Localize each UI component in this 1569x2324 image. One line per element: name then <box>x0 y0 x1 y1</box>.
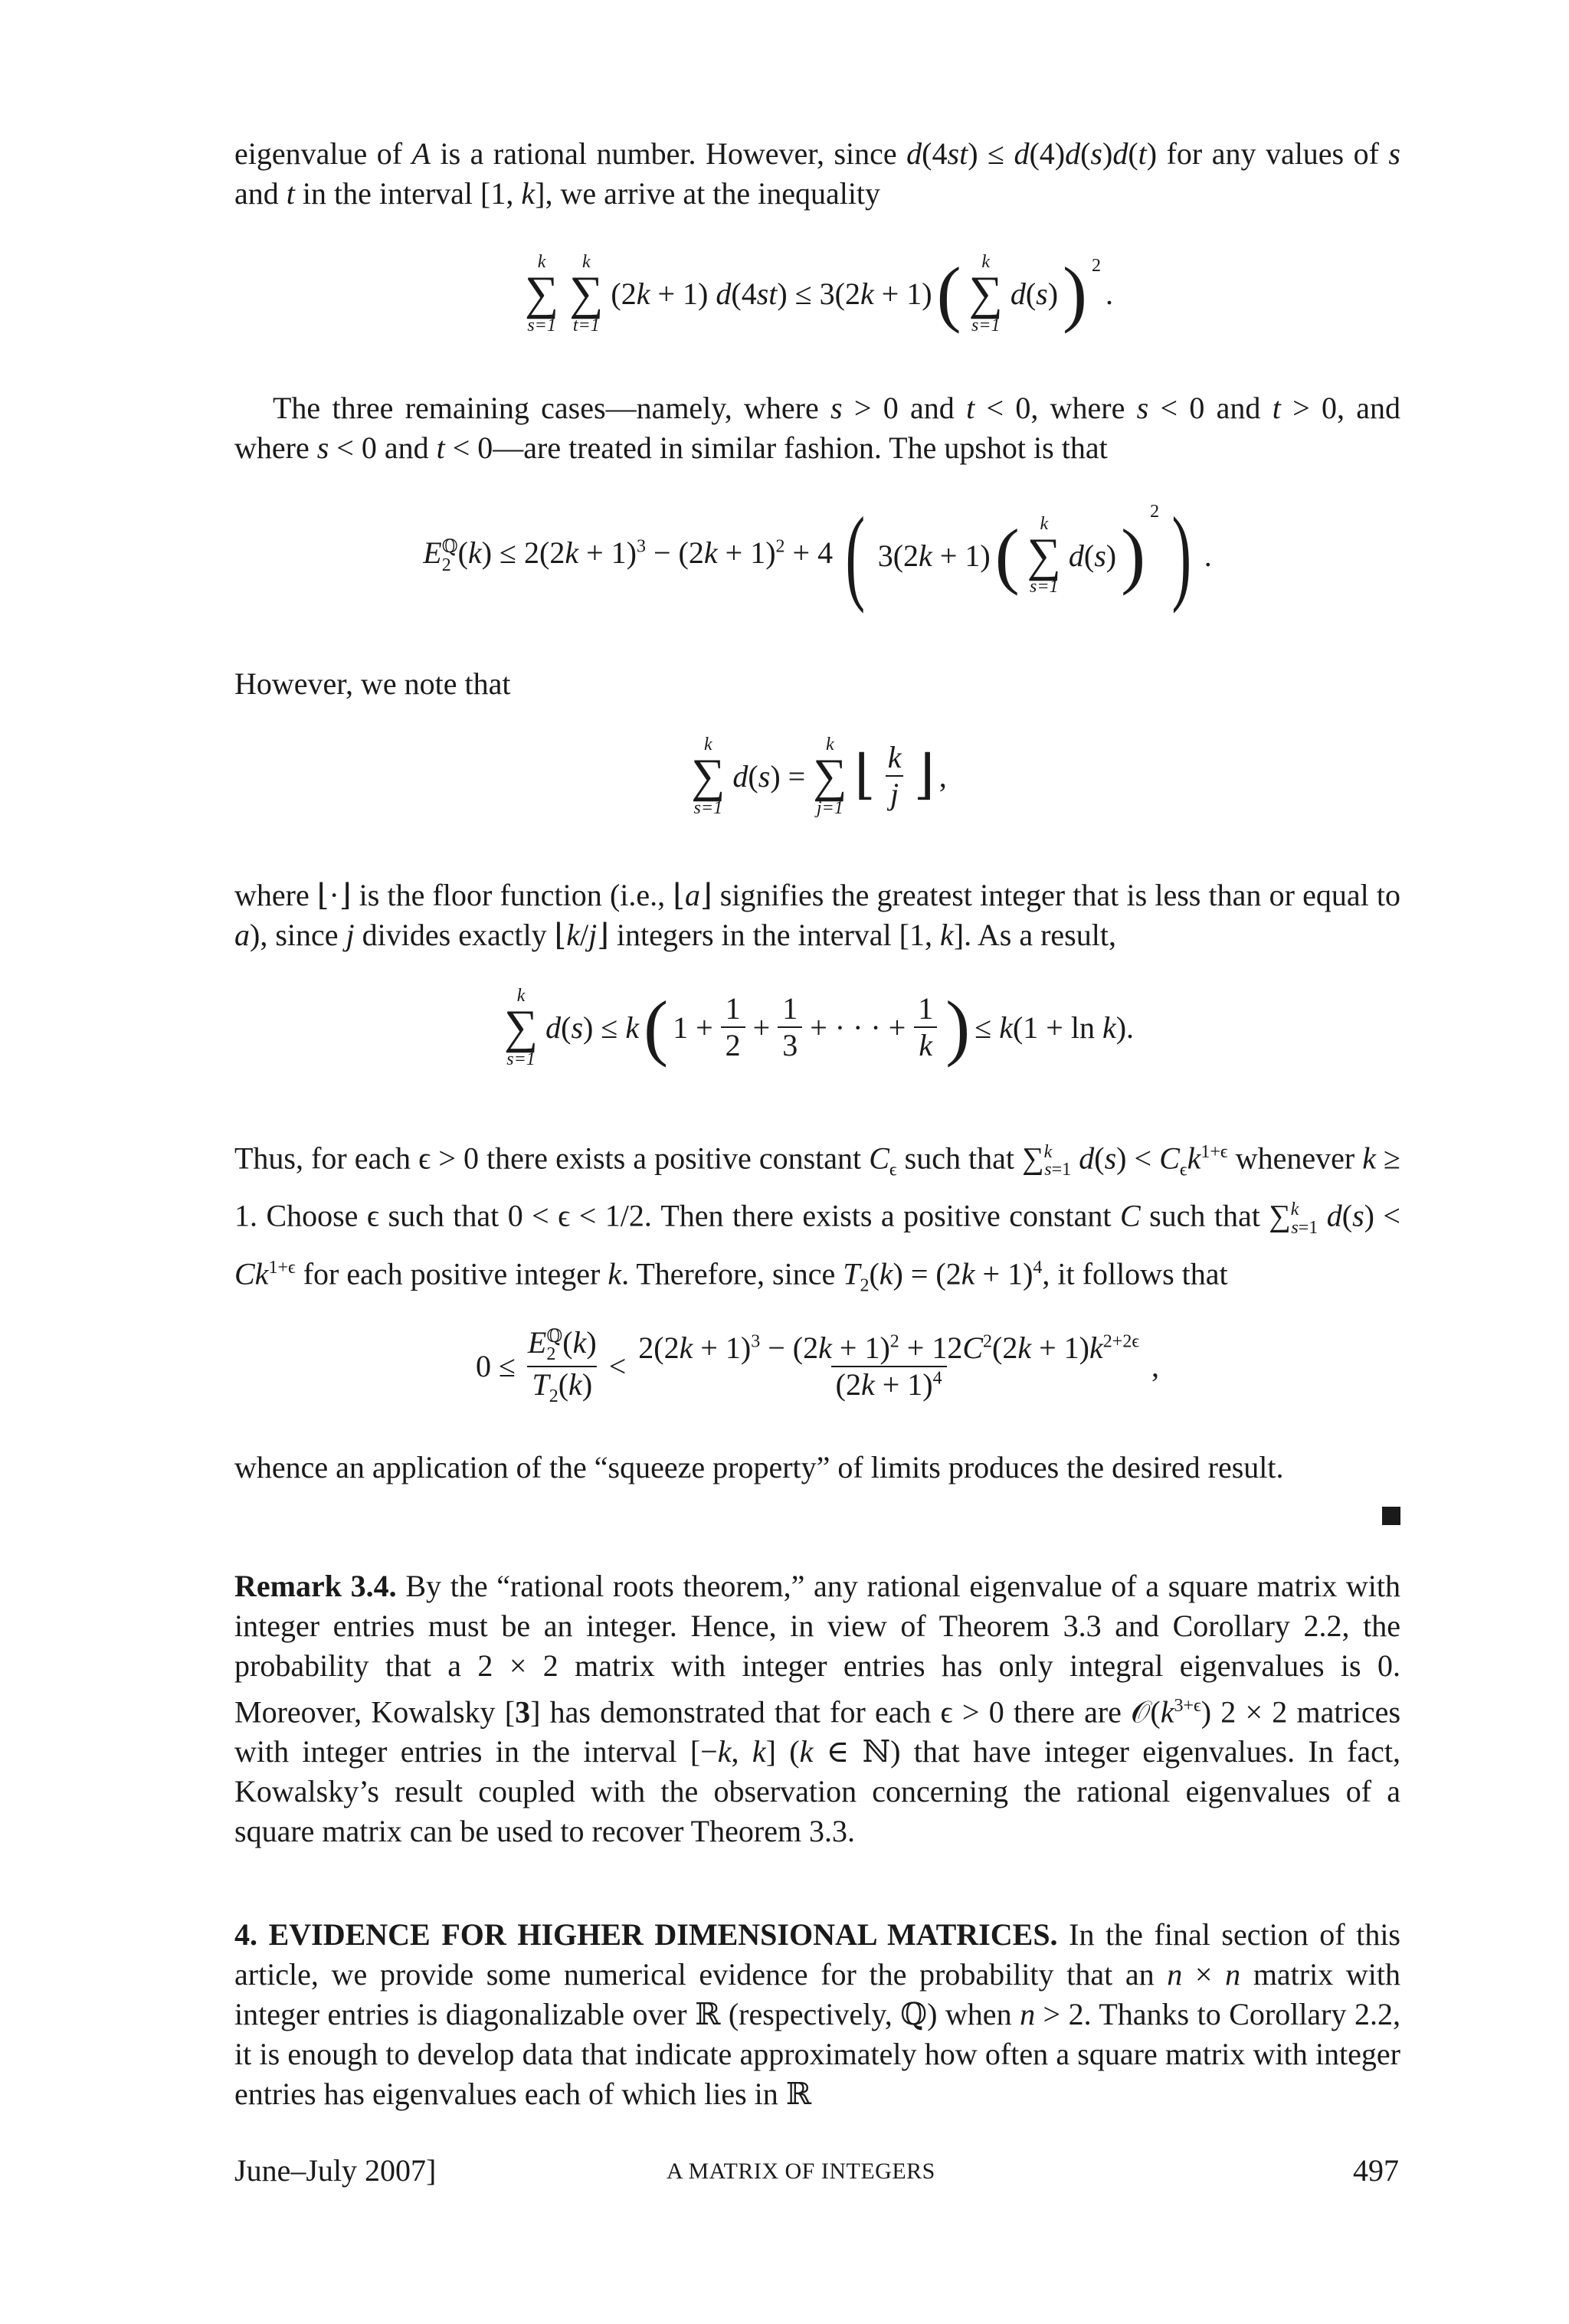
paragraph-6-text: whence an application of the “squeeze property” of limits produces the desired result. <box>234 1450 1284 1484</box>
paragraph-6 <box>234 1448 1400 1488</box>
paragraph-2-text: The three remaining cases—namely, where s > 0 and t < 0, where s < 0 and t > 0, and where s < 0 and t < 0—are treated in similar fashion. The upshot is that <box>234 391 1401 465</box>
paragraph-2 <box>234 388 1400 468</box>
remark-3-4 <box>234 1566 1400 1851</box>
section-4-text: 4. EVIDENCE FOR HIGHER DIMENSIONAL MATRICES. In the final section of this article, we provide some numerical evidence for the probability that an n × n matrix with integer entries is diagonalizable over ℝ (respectively, ℚ) when n > 2. Thanks to Corollary 2.2, it is enough to develop data that indicate approximately how often a square matrix with integer entries has eigenvalues each of which lies in ℝ <box>234 1917 1401 2111</box>
footer-running-title: A MATRIX OF INTEGERS <box>667 2159 935 2184</box>
section-title: 4. EVIDENCE FOR HIGHER DIMENSIONAL MATRICES. <box>234 1917 1058 1952</box>
equation-4: k ∑ s=1 d(s) ≤ k ( 1 + $\frac{1}{2}$ + $\frac{1}{3}$ + · · · + $\frac{1}{k}$ ) ≤ k(1 + ln k). <box>503 986 1135 1069</box>
paragraph-3-text: However, we note that <box>234 666 511 701</box>
equation-2: $E_2^ℚ(k) \le 2(2k + 1)^3 - (2k + 1)^2 + 4$ ( 3(2k + 1) ( k ∑ s=1 d(s) ) $^2$ ) . <box>423 496 1212 614</box>
equation-5: 0 ≤ $\frac{E_2^ℚ(k)}{T_2(k)}$ < $\frac{2(2k + 1)^3 - (2k + 1)^2 + 12C^2(2k + 1)k^{2+2\epsilon}}{(2k + 1)^4}$ , <box>475 1325 1160 1406</box>
paragraph-1-text: eigenvalue of A is a rational number. However, since d(4st) ≤ d(4)d(s)d(t) for any values of s and t in the interval [1, k], we arrive at the inequality <box>234 136 1400 211</box>
paragraph-4 <box>234 876 1400 955</box>
paragraph-5 <box>234 1132 1400 1305</box>
footer-date: June–July 2007] <box>234 2153 437 2188</box>
paragraph-3 <box>234 664 1400 704</box>
paragraph-4-text: where ⌊·⌋ is the floor function (i.e., ⌊a⌋ signifies the greatest integer that is less than or equal to a), since j divides exactly ⌊k/j⌋ integers in the interval [1, k]. As a result, <box>234 878 1401 952</box>
paragraph-5-text: Thus, for each ϵ > 0 there exists a positive constant $C_\epsilon$ such that ∑$^k_{s=1}$ $d(s) < C_\epsilon k^{1+\epsilon}$ whenever k ≥ 1. Choose ϵ such that 0 < ϵ < 1/2. Then there exists a positive constant C such that ∑$^k_{s=1}$ $d(s) < Ck^{1+\epsilon}$ for each positive integer k. Therefore, since $T_2(k) = (2k + 1)^4$, it follows that <box>234 1141 1401 1295</box>
remark-title: Remark 3.4. <box>234 1569 397 1603</box>
paragraph-1 <box>234 134 1400 214</box>
qed-symbol <box>1382 1507 1400 1525</box>
equation-1: k ∑ s=1 k ∑ t=1 (2k + 1) d(4st) ≤ 3(2k + 1) ( k ∑ s=1 d(s) ) $^2$ . <box>524 252 1114 336</box>
remark-text: Remark 3.4. By the “rational roots theorem,” any rational eigenvalue of a square matrix with integer entries must be an integer. Hence, in view of Theorem 3.3 and Corollary 2.2, the probability that a 2 × 2 matrix with integer entries has only integral eigenvalues is 0. Moreover, Kowalsky [3] has demonstrated that for each ϵ > 0 there are $𝒪(k^{3+\epsilon}) 2 \times 2$ matrices with integer entries in the interval [−k, k] (k ∈ ℕ) that have integer eigenvalues. In fact, Kowalsky’s result coupled with the observation concerning the rational eigenvalues of a square matrix can be used to recover Theorem 3.3. <box>234 1569 1401 1849</box>
page-number: 497 <box>1353 2153 1399 2188</box>
section-4 <box>234 1915 1400 2114</box>
equation-3: k ∑ s=1 d(s) = k ∑ j=1 ⌊ $\frac{k}{j}$ ⌋ , <box>691 735 947 818</box>
